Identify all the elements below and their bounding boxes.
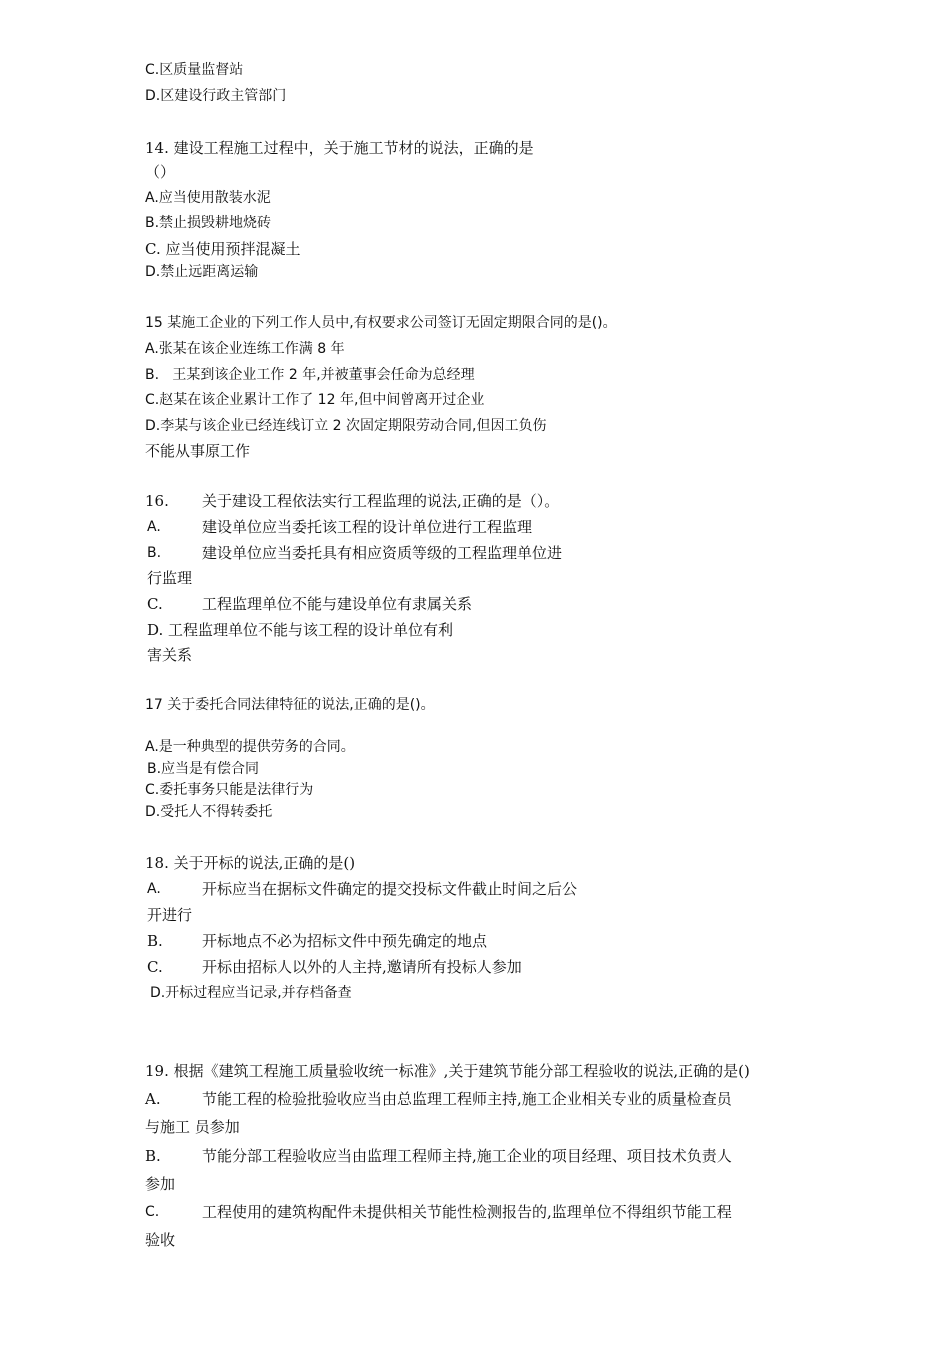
q17-option-a: A.是一种典型的提供劳务的合同。 [145, 739, 355, 755]
q16-option-c-label: C. [147, 595, 163, 613]
q18-stem: 18. 关于开标的说法,正确的是() [145, 854, 356, 872]
q16-option-b-line2: 行监理 [147, 569, 193, 587]
q15-option-a: A.张某在该企业连练工作满 8 年 [145, 341, 345, 357]
q15-option-d-line2: 不能从事原工作 [145, 442, 251, 460]
q14-option-c: C. 应当使用预拌混凝土 [145, 240, 301, 258]
q17-stem: 17 关于委托合同法律特征的说法,正确的是()。 [145, 697, 435, 713]
q14-option-b: B.禁止损毁耕地烧砖 [145, 215, 272, 231]
q16-number: 16. [145, 492, 169, 510]
q17-option-c: C.委托事务只能是法律行为 [145, 782, 314, 798]
q19-option-a-line1: 节能工程的检验批验收应当由总监理工程师主持,施工企业相关专业的质量检查员 [202, 1090, 732, 1108]
q15-option-c: C.赵某在该企业累计工作了 12 年,但中间曾离开过企业 [145, 392, 485, 408]
q16-option-a-label: A. [147, 519, 161, 535]
q15-option-d-line1: D.李某与该企业已经连线订立 2 次固定期限劳动合同,但因工负伤 [145, 418, 547, 434]
q19-stem: 19. 根据《建筑工程施工质量验收统一标准》,关于建筑节能分部工程验收的说法,正确的是() [145, 1062, 750, 1080]
q16-option-c: 工程监理单位不能与建设单位有隶属关系 [202, 595, 473, 613]
q19-option-a-label: A. [145, 1090, 161, 1108]
q16-option-b-label: B. [147, 545, 162, 561]
q19-option-b-label: B. [145, 1147, 161, 1165]
q18-option-b: 开标地点不必为招标文件中预先确定的地点 [202, 932, 488, 950]
q19-option-c-line2: 验收 [145, 1231, 176, 1249]
q14-option-a: A.应当使用散装水泥 [145, 190, 271, 206]
q18-option-a-line1: 开标应当在据标文件确定的提交投标文件截止时间之后公 [202, 880, 578, 898]
q19-option-c-line1: 工程使用的建筑构配件未提供相关节能性检测报告的,监理单位不得组织节能工程 [202, 1203, 732, 1221]
q15-option-b: B. 王某到该企业工作 2 年,并被董事会任命为总经理 [145, 367, 475, 383]
q13-option-d: D.区建设行政主管部门 [145, 88, 287, 104]
q16-option-d-line2: 害关系 [147, 646, 193, 664]
q16-option-a: 建设单位应当委托该工程的设计单位进行工程监理 [202, 518, 533, 536]
q14-paren: （） [145, 163, 176, 181]
q17-option-b: B.应当是有偿合同 [147, 761, 260, 777]
q17-option-d: D.受托人不得转委托 [145, 804, 273, 820]
q19-option-a-line2: 与施工 员参加 [145, 1118, 240, 1136]
q16-option-d-line1: D. 工程监理单位不能与该工程的设计单位有利 [147, 621, 454, 639]
q19-option-b-line2: 参加 [145, 1175, 176, 1193]
q19-option-b-line1: 节能分部工程验收应当由监理工程师主持,施工企业的项目经理、项目技术负责人 [202, 1147, 732, 1165]
q14-stem: 14. 建设工程施工过程中，关于施工节材的说法，正确的是 [145, 139, 534, 157]
q15-stem: 15 某施工企业的下列工作人员中,有权要求公司签订无固定期限合同的是()。 [145, 315, 617, 331]
q18-option-b-label: B. [147, 932, 163, 950]
q18-option-d: D.开标过程应当记录,并存档备查 [150, 985, 352, 1001]
q18-option-a-line2: 开进行 [147, 906, 193, 924]
q18-option-c: 开标由招标人以外的人主持,邀请所有投标人参加 [202, 958, 522, 976]
q16-option-b-line1: 建设单位应当委托具有相应资质等级的工程监理单位进 [202, 544, 563, 562]
q13-option-c: C.区质量监督站 [145, 62, 244, 78]
q18-option-c-label: C. [147, 958, 163, 976]
q18-option-a-label: A. [147, 881, 161, 897]
q14-option-d: D.禁止远距离运输 [145, 264, 259, 280]
q16-stem: 关于建设工程依法实行工程监理的说法,正确的是（）。 [202, 492, 560, 510]
q19-option-c-label: C. [145, 1204, 160, 1220]
